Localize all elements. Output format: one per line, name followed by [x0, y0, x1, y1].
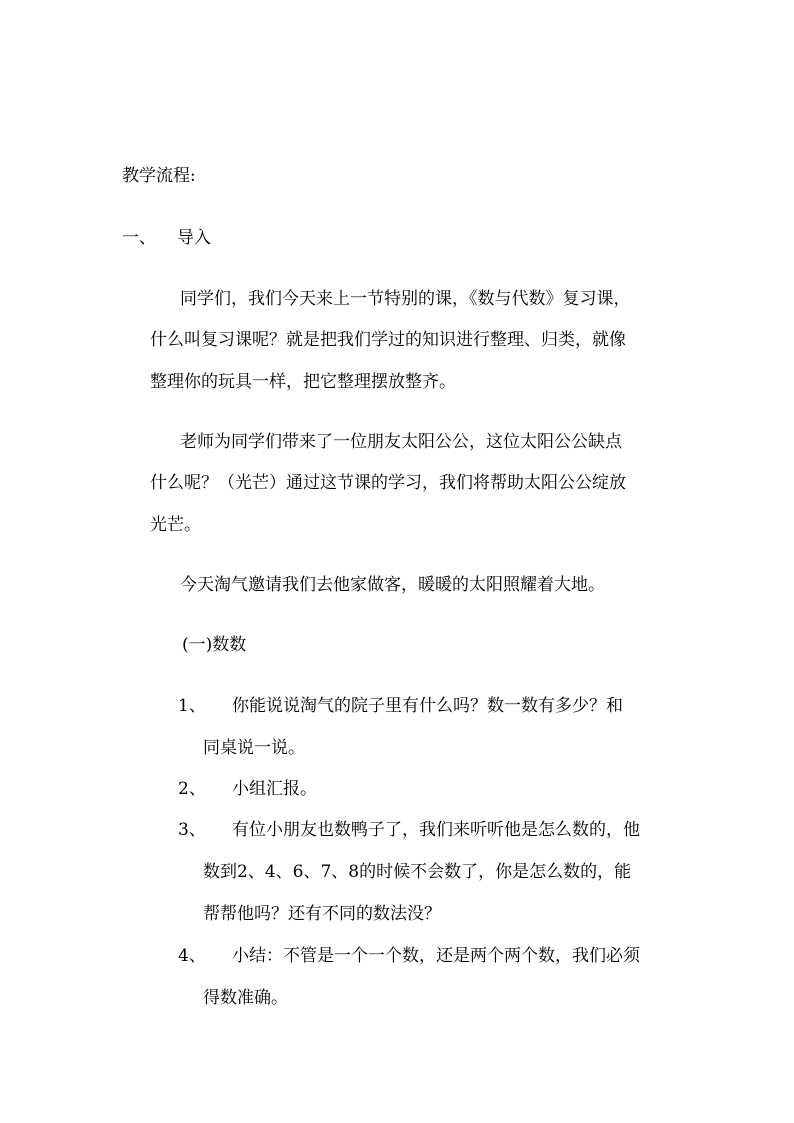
list-item-text: 有位小朋友也数鸭子了，我们来听听他是怎么数的，他: [232, 820, 640, 840]
list-item-text: 同桌说一说。: [203, 738, 305, 758]
subsection-title: (一)数数: [182, 635, 247, 655]
paragraph-line: 今天淘气邀请我们去他家做客，暖暖的太阳照耀着大地。: [180, 575, 605, 595]
list-item-number: 4、: [178, 946, 206, 966]
list-item-text: 小结：不管是一个一个数，还是两个两个数，我们必须: [232, 946, 640, 966]
list-item-text: 得数准确。: [203, 988, 288, 1008]
list-item-text: 数到2、4、6、7、8的时候不会数了，你是怎么数的，能: [203, 862, 632, 882]
list-item-number: 2、: [178, 779, 206, 799]
list-item-text: 帮帮他吗？还有不同的数法没？: [203, 904, 441, 924]
section-title: 导入: [177, 228, 211, 248]
paragraph-line: 整理你的玩具一样，把它整理摆放整齐。: [150, 372, 456, 392]
list-item-text: 你能说说淘气的院子里有什么吗？数一数有多少？和: [232, 696, 623, 716]
paragraph-line: 什么呢？（光芒）通过这节课的学习，我们将帮助太阳公公绽放: [150, 473, 626, 493]
list-item-number: 3、: [178, 820, 206, 840]
list-item-text: 小组汇报。: [232, 779, 317, 799]
section-heading: 教学流程:: [122, 166, 196, 186]
paragraph-line: 老师为同学们带来了一位朋友太阳公公，这位太阳公公缺点: [180, 432, 622, 452]
paragraph-line: 光芒。: [150, 515, 201, 535]
list-item-number: 1、: [178, 696, 206, 716]
paragraph-line: 什么叫复习课呢？就是把我们学过的知识进行整理、归类，就像: [150, 330, 626, 350]
paragraph-line: 同学们，我们今天来上一节特别的课，《数与代数》复习课，: [180, 289, 631, 309]
section-number: 一、: [122, 228, 156, 248]
